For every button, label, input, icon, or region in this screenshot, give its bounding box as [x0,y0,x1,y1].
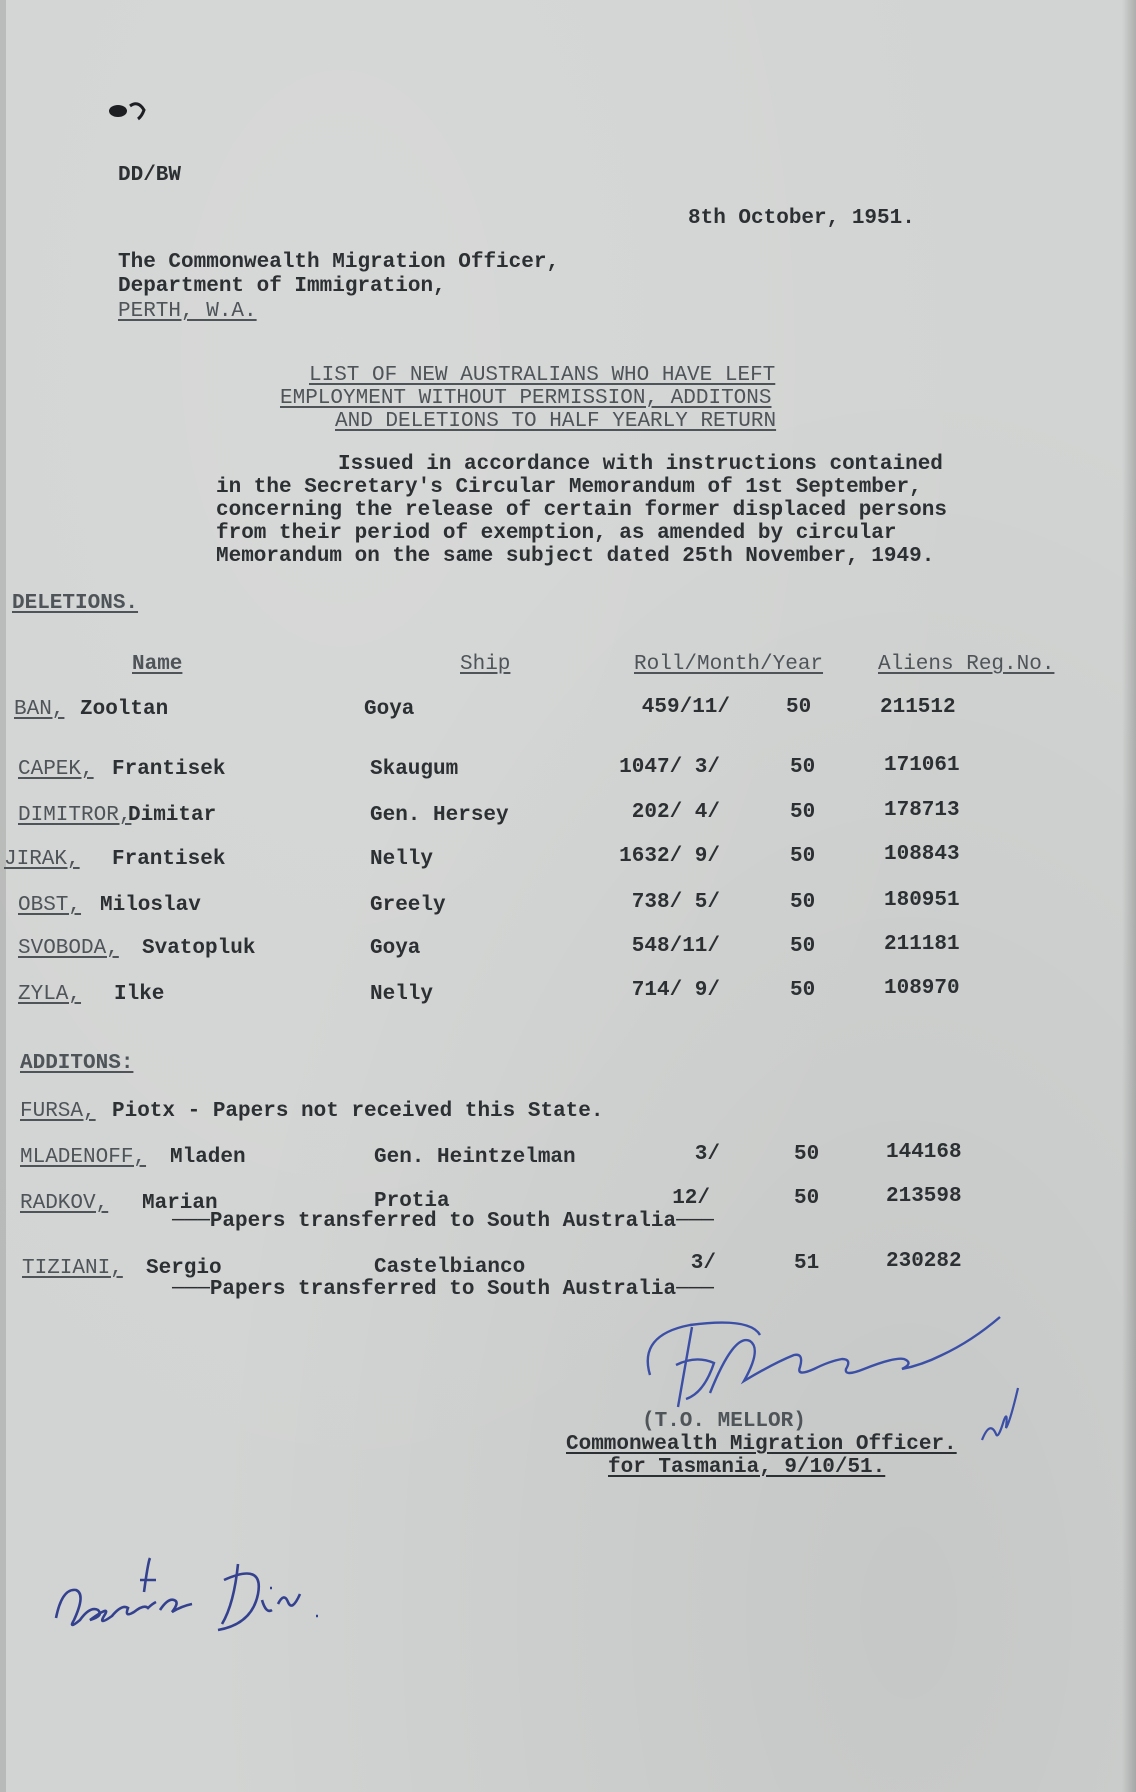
paper-edge-right [1122,0,1136,1792]
row-roll-month: 202/ 4/ [631,801,720,824]
address-line-1: The Commonwealth Migration Officer, [118,251,560,274]
intro-line-4: from their period of exemption, as amended by circular [216,522,897,545]
column-header-roll: Roll/Month/Year [634,653,824,676]
row-surname: CAPEK, [18,758,94,781]
row-transfer-note [172,1278,714,1302]
row-surname: RADKOV, [20,1192,109,1215]
title-line-2: EMPLOYMENT WITHOUT PERMISSION, ADDITONS [280,387,772,410]
row-ship: Castelbianco [374,1256,526,1279]
column-header-aliens-reg: Aliens Reg.No. [878,653,1055,676]
row-roll-month: 548/11/ [631,935,720,958]
row-surname: SVOBODA, [18,937,119,960]
intro-line-1: Issued in accordance with instructions contained [338,453,943,476]
row-ship: Nelly [370,848,434,871]
letter-date: 8th October, 1951. [688,207,915,230]
deletions-heading: DELETIONS. [12,592,139,615]
row-given-name: Sergio [146,1257,222,1280]
row-surname: ZYLA, [18,983,82,1006]
row-roll-month: 714/ 9/ [631,979,720,1002]
address-line-2: Department of Immigration, [118,275,446,298]
row-given-name: Svatopluk [142,937,256,960]
row-year: 50 [790,979,816,1002]
row-aliens-reg-no: 108970 [884,977,960,1000]
row-given-name: Miloslav [100,894,201,917]
column-header-ship: Ship [460,653,511,676]
row-given-name: Zooltan [80,698,169,721]
row-roll-month: 12/ [672,1187,710,1210]
row-given-name: Dimitar [128,804,217,827]
row-year: 50 [790,891,816,914]
handwritten-initials [978,1380,1026,1450]
title-line-3: AND DELETIONS TO HALF YEARLY RETURN [335,410,777,433]
row-year: 50 [794,1143,820,1166]
row-aliens-reg-no: 178713 [884,799,960,822]
note-text: Papers transferred to South Australia [209,1210,677,1233]
row-roll-month: 3/ [690,1252,716,1275]
row-aliens-reg-no: 213598 [886,1185,962,1208]
additions-heading: ADDITONS: [20,1052,134,1075]
row-year: 50 [794,1187,820,1210]
row-year: 50 [786,696,812,719]
address-line-3: PERTH, W.A. [118,300,257,323]
row-year: 51 [794,1252,820,1275]
row-given-name: Mladen [170,1146,246,1169]
row-roll-month: 3/ [694,1143,720,1166]
row-surname: MLADENOFF, [20,1146,147,1169]
intro-line-2: in the Secretary's Circular Memorandum of 1st September, [216,476,922,499]
row-aliens-reg-no: 211512 [880,696,956,719]
note-dash-right: ─── [676,1278,714,1301]
signatory-name: (T.O. MELLOR) [642,1410,806,1433]
title-line-1: LIST OF NEW AUSTRALIANS WHO HAVE LEFT [309,364,776,387]
note-dash-left: ─── [172,1278,210,1301]
row-year: 50 [790,845,816,868]
row-aliens-reg-no: 180951 [884,889,960,912]
row-roll-month: 738/ 5/ [631,891,720,914]
row-ship: Goya [364,698,415,721]
note-text: Papers transferred to South Australia [209,1278,677,1301]
row-ship: Greely [370,894,446,917]
row-aliens-reg-no: 108843 [884,843,960,866]
note-dash-right: ─── [676,1210,714,1233]
intro-line-3: concerning the release of certain former displaced persons [216,499,947,522]
row-surname: BAN, [14,698,65,721]
row-transfer-note [172,1210,714,1234]
row-given-name: Ilke [114,983,165,1006]
row-surname: JIRAK, [4,848,80,871]
row-year: 50 [790,756,816,779]
row-ship: Skaugum [370,758,459,781]
row-ship: Gen. Heintzelman [374,1146,576,1169]
row-surname: TIZIANI, [22,1257,123,1280]
row-roll-month: 459/11/ [641,696,730,719]
row-ship: Nelly [370,983,434,1006]
row-roll-month: 1632/ 9/ [619,845,720,868]
row-aliens-reg-no: 230282 [886,1250,962,1273]
row-year: 50 [790,935,816,958]
intro-line-5: Memorandum on the same subject dated 25th November, 1949. [216,545,935,568]
row-aliens-reg-no: 144168 [886,1141,962,1164]
fursa-note: Piotx - Papers not received this State. [112,1100,604,1123]
note-dash-left: ─── [172,1210,210,1233]
row-ship: Goya [370,937,421,960]
signatory-title: Commonwealth Migration Officer. [566,1433,957,1456]
row-year: 50 [790,801,816,824]
reference-code: DD/BW [118,164,182,187]
handwritten-note-assisted-div [48,1540,338,1650]
row-given-name: Marian [142,1192,218,1215]
row-surname: OBST, [18,894,82,917]
row-given-name: Frantisek [112,758,226,781]
row-ship: Gen. Hersey [370,804,509,827]
signatory-date: for Tasmania, 9/10/51. [608,1456,886,1479]
punch-mark [104,92,164,132]
row-given-name: Frantisek [112,848,226,871]
column-header-name: Name [132,653,183,676]
row-aliens-reg-no: 171061 [884,754,960,777]
fursa-surname: FURSA, [20,1100,96,1123]
row-aliens-reg-no: 211181 [884,933,960,956]
row-surname: DIMITROR, [18,804,132,827]
row-roll-month: 1047/ 3/ [619,756,720,779]
row-ship: Protia [374,1190,450,1213]
paper-edge-left [0,0,6,1792]
